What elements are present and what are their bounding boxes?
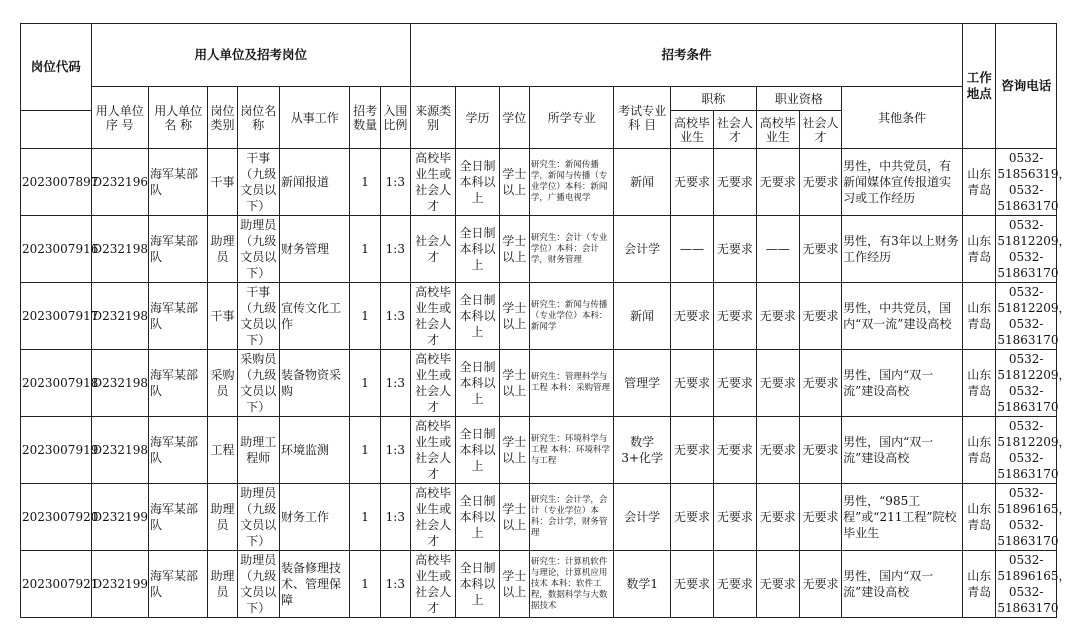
ratio-cell: 1:3 <box>380 417 410 484</box>
ratio-cell: 1:3 <box>380 283 410 350</box>
post-category-cell: 助理员 <box>208 484 237 551</box>
qual-college-cell: 无要求 <box>756 149 799 216</box>
header-ratio: 入围比例 <box>380 87 410 149</box>
quota-cell: 1 <box>350 283 380 350</box>
unit-name-cell: 海军某部队 <box>148 551 207 618</box>
quota-cell: 1 <box>350 350 380 417</box>
title-college-cell: 无要求 <box>670 484 713 551</box>
other-cell: 男性，国内“双一流”建设高校 <box>842 350 963 417</box>
title-college-cell: —— <box>670 216 713 283</box>
location-cell: 山东青岛 <box>963 216 996 283</box>
header-post-category: 岗位类别 <box>208 87 237 149</box>
location-cell: 山东青岛 <box>963 551 996 618</box>
title-college-cell: 无要求 <box>670 551 713 618</box>
title-social-cell: 无要求 <box>714 350 756 417</box>
ratio-cell: 1:3 <box>380 216 410 283</box>
post-category-cell: 干事 <box>208 283 237 350</box>
major-cell: 研究生：会计学，会计（专业学位）本科：会计学，财务管理 <box>529 484 614 551</box>
source-cell: 高校毕业生或社会人才 <box>410 350 455 417</box>
post-code-cell: 2023007918 <box>21 350 92 417</box>
post-category-cell: 助理员 <box>208 551 237 618</box>
title-college-cell: 无要求 <box>670 283 713 350</box>
quota-cell: 1 <box>350 216 380 283</box>
phone-cell: 0532-51856319，0532-51863170 <box>996 149 1057 216</box>
degree-cell: 学士以上 <box>499 216 529 283</box>
unit-name-cell: 海军某部队 <box>148 484 207 551</box>
post-name-cell: 助理员（九级文员以下） <box>237 484 279 551</box>
source-cell: 高校毕业生或社会人才 <box>410 551 455 618</box>
phone-cell: 0532-51812209，0532-51863170 <box>996 216 1057 283</box>
degree-cell: 学士以上 <box>499 283 529 350</box>
unit-seq-cell: D232198 <box>91 417 148 484</box>
source-cell: 高校毕业生或社会人才 <box>410 417 455 484</box>
qual-social-cell: 无要求 <box>799 149 841 216</box>
header-work-location: 工作地点 <box>963 24 996 149</box>
qual-college-cell: —— <box>756 216 799 283</box>
degree-cell: 学士以上 <box>499 149 529 216</box>
table-row <box>21 551 1057 618</box>
qual-college-cell: 无要求 <box>756 551 799 618</box>
post-code-cell: 2023007921 <box>21 551 92 618</box>
header-quota: 招考数量 <box>350 87 380 149</box>
unit-seq-cell: D232199 <box>91 551 148 618</box>
ratio-cell: 1:3 <box>380 551 410 618</box>
post-name-cell: 干事（九级文员以下） <box>237 149 279 216</box>
other-cell: 男性，中共党员，国内“双一流”建设高校 <box>842 283 963 350</box>
post-code-cell: 2023007919 <box>21 417 92 484</box>
header-unit-name: 用人单位名 称 <box>148 87 207 149</box>
qual-social-cell: 无要求 <box>799 417 841 484</box>
qual-social-cell: 无要求 <box>799 551 841 618</box>
header-education: 学历 <box>456 87 499 149</box>
header-title-college: 高校毕业生 <box>670 111 713 149</box>
post-name-cell: 助理工程师 <box>237 417 279 484</box>
qual-social-cell: 无要求 <box>799 216 841 283</box>
ratio-cell: 1:3 <box>380 484 410 551</box>
other-cell: 男性，有3年以上财务工作经历 <box>842 216 963 283</box>
table-row <box>21 350 1057 417</box>
unit-name-cell: 海军某部队 <box>148 350 207 417</box>
recruitment-table <box>20 23 1071 618</box>
job-cell: 环境监测 <box>279 417 350 484</box>
ratio-cell: 1:3 <box>380 149 410 216</box>
header-conditions-group: 招考条件 <box>410 24 962 87</box>
qual-college-cell: 无要求 <box>756 417 799 484</box>
exam-subject-cell: 新闻 <box>614 149 670 216</box>
degree-cell: 学士以上 <box>499 484 529 551</box>
unit-seq-cell: D232198 <box>91 350 148 417</box>
exam-subject-cell: 管理学 <box>614 350 670 417</box>
post-category-cell: 助理员 <box>208 216 237 283</box>
other-cell: 男性，中共党员，有新闻媒体宣传报道实习或工作经历 <box>842 149 963 216</box>
title-social-cell: 无要求 <box>714 283 756 350</box>
education-cell: 全日制本科以上 <box>456 551 499 618</box>
title-social-cell: 无要求 <box>714 484 756 551</box>
location-cell: 山东青岛 <box>963 350 996 417</box>
unit-seq-cell: D232198 <box>91 216 148 283</box>
exam-subject-cell: 数学3+化学 <box>614 417 670 484</box>
table-row <box>21 484 1057 551</box>
header-post-name: 岗位名称 <box>237 87 279 149</box>
header-qual-college: 高校毕业生 <box>756 111 799 149</box>
education-cell: 全日制本科以上 <box>456 484 499 551</box>
header-post-code: 岗位代码 <box>21 24 92 111</box>
title-college-cell: 无要求 <box>670 417 713 484</box>
degree-cell: 学士以上 <box>499 551 529 618</box>
phone-cell: 0532-51896165，0532-51863170 <box>996 551 1057 618</box>
unit-name-cell: 海军某部队 <box>148 283 207 350</box>
post-name-cell: 助理员（九级文员以下） <box>237 551 279 618</box>
title-social-cell: 无要求 <box>714 551 756 618</box>
major-cell: 研究生：新闻传播学，新闻与传播（专业学位）本科：新闻学，广播电视学 <box>529 149 614 216</box>
header-phone: 咨询电话 <box>996 24 1057 149</box>
degree-cell: 学士以上 <box>499 417 529 484</box>
header-employer-group: 用人单位及招考岗位 <box>91 24 410 87</box>
job-cell: 新闻报道 <box>279 149 350 216</box>
source-cell: 高校毕业生或社会人才 <box>410 283 455 350</box>
major-cell: 研究生：环境科学与工程 本科：环境科学与工程 <box>529 417 614 484</box>
unit-seq-cell: D232198 <box>91 283 148 350</box>
title-social-cell: 无要求 <box>714 216 756 283</box>
header-post-code-cont <box>21 111 92 149</box>
unit-name-cell: 海军某部队 <box>148 417 207 484</box>
education-cell: 全日制本科以上 <box>456 350 499 417</box>
header-title-social: 社会人才 <box>714 111 756 149</box>
post-category-cell: 干事 <box>208 149 237 216</box>
exam-subject-cell: 会计学 <box>614 484 670 551</box>
quota-cell: 1 <box>350 484 380 551</box>
other-cell: 男性，国内“双一流”建设高校 <box>842 551 963 618</box>
unit-seq-cell: D232199 <box>91 484 148 551</box>
table-row <box>21 417 1057 484</box>
post-code-cell: 2023007917 <box>21 283 92 350</box>
qual-college-cell: 无要求 <box>756 350 799 417</box>
post-category-cell: 工程 <box>208 417 237 484</box>
post-category-cell: 采购员 <box>208 350 237 417</box>
phone-cell: 0532-51812209，0532-51863170 <box>996 350 1057 417</box>
ratio-cell: 1:3 <box>380 350 410 417</box>
location-cell: 山东青岛 <box>963 484 996 551</box>
post-code-cell: 2023007920 <box>21 484 92 551</box>
qual-social-cell: 无要求 <box>799 350 841 417</box>
education-cell: 全日制本科以上 <box>456 216 499 283</box>
source-cell: 社会人才 <box>410 216 455 283</box>
location-cell: 山东青岛 <box>963 149 996 216</box>
unit-name-cell: 海军某部队 <box>148 216 207 283</box>
unit-seq-cell: D232196 <box>91 149 148 216</box>
header-qual-social: 社会人才 <box>799 111 841 149</box>
location-cell: 山东青岛 <box>963 283 996 350</box>
education-cell: 全日制本科以上 <box>456 283 499 350</box>
title-social-cell: 无要求 <box>714 149 756 216</box>
qual-college-cell: 无要求 <box>756 484 799 551</box>
phone-cell: 0532-51812209，0532-51863170 <box>996 417 1057 484</box>
quota-cell: 1 <box>350 149 380 216</box>
header-other: 其他条件 <box>842 87 963 149</box>
title-social-cell: 无要求 <box>714 417 756 484</box>
source-cell: 高校毕业生或社会人才 <box>410 149 455 216</box>
qual-social-cell: 无要求 <box>799 484 841 551</box>
job-cell: 财务管理 <box>279 216 350 283</box>
qual-social-cell: 无要求 <box>799 283 841 350</box>
job-cell: 装备物资采购 <box>279 350 350 417</box>
title-college-cell: 无要求 <box>670 149 713 216</box>
post-name-cell: 采购员（九级文员以下） <box>237 350 279 417</box>
phone-cell: 0532-51812209，0532-51863170 <box>996 283 1057 350</box>
post-name-cell: 助理员（九级文员以下） <box>237 216 279 283</box>
education-cell: 全日制本科以上 <box>456 149 499 216</box>
major-cell: 研究生：新闻与传播（专业学位）本科：新闻学 <box>529 283 614 350</box>
post-name-cell: 干事（九级文员以下） <box>237 283 279 350</box>
header-job: 从事工作 <box>279 87 350 149</box>
job-cell: 财务工作 <box>279 484 350 551</box>
quota-cell: 1 <box>350 417 380 484</box>
job-cell: 宣传文化工作 <box>279 283 350 350</box>
exam-subject-cell: 会计学 <box>614 216 670 283</box>
table-row <box>21 149 1057 216</box>
major-cell: 研究生：计算机软件与理论，计算机应用技术 本科：软件工程，数据科学与大数据技术 <box>529 551 614 618</box>
table-body <box>21 149 1071 618</box>
phone-cell: 0532-51896165，0532-51863170 <box>996 484 1057 551</box>
degree-cell: 学士以上 <box>499 350 529 417</box>
quota-cell: 1 <box>350 551 380 618</box>
recruitment-table-container <box>20 23 1071 618</box>
other-cell: 男性，国内“双一流”建设高校 <box>842 417 963 484</box>
header-exam-subject: 考试专业科 目 <box>614 87 670 149</box>
header-major: 所学专业 <box>529 87 614 149</box>
unit-name-cell: 海军某部队 <box>148 149 207 216</box>
other-cell: 男性，“985工程”或“211工程”院校毕业生 <box>842 484 963 551</box>
major-cell: 研究生：会计（专业学位）本科：会计学，财务管理 <box>529 216 614 283</box>
source-cell: 高校毕业生或社会人才 <box>410 484 455 551</box>
title-college-cell: 无要求 <box>670 350 713 417</box>
location-cell: 山东青岛 <box>963 417 996 484</box>
qual-college-cell: 无要求 <box>756 283 799 350</box>
education-cell: 全日制本科以上 <box>456 417 499 484</box>
post-code-cell: 2023007897 <box>21 149 92 216</box>
exam-subject-cell: 新闻 <box>614 283 670 350</box>
table-row <box>21 216 1057 283</box>
major-cell: 研究生：管理科学与工程 本科：采购管理 <box>529 350 614 417</box>
post-code-cell: 2023007916 <box>21 216 92 283</box>
header-title-group: 职称 <box>670 87 756 111</box>
exam-subject-cell: 数学1 <box>614 551 670 618</box>
header-source: 来源类别 <box>410 87 455 149</box>
job-cell: 装备修理技术、管理保障 <box>279 551 350 618</box>
header-degree: 学位 <box>499 87 529 149</box>
header-qual-group: 职业资格 <box>756 87 842 111</box>
header-unit-seq: 用人单位序 号 <box>91 87 148 149</box>
table-row <box>21 283 1057 350</box>
